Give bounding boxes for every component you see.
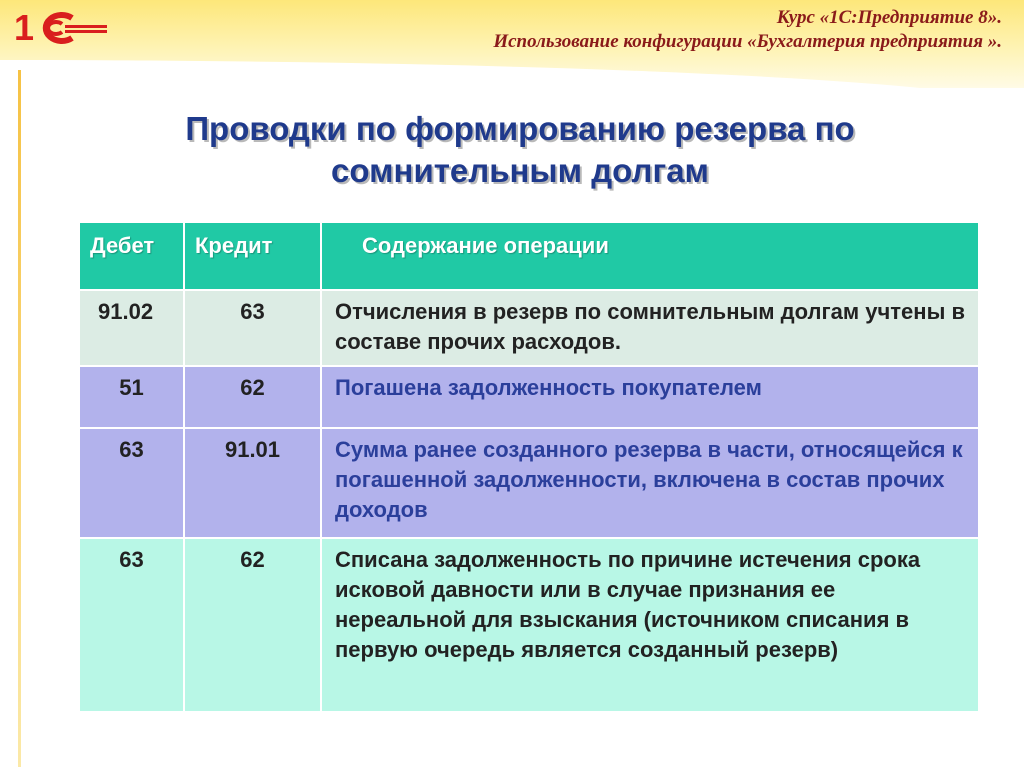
- column-header-debit: Дебет: [79, 222, 184, 290]
- 1c-logo-icon: [10, 6, 110, 48]
- debit-cell: 91.02: [79, 290, 184, 366]
- column-header-credit: Кредит: [184, 222, 321, 290]
- course-title-line: Курс «1С:Предприятие 8».: [776, 7, 1002, 28]
- table-header-row: [79, 222, 979, 290]
- debit-cell: 63: [79, 538, 184, 712]
- credit-cell: 91.01: [184, 428, 321, 538]
- configuration-subtitle-line: Использование конфигурации «Бухгалтерия предприятия ».: [493, 31, 1002, 52]
- credit-cell: 63: [184, 290, 321, 366]
- credit-cell: 62: [184, 538, 321, 712]
- description-cell: Погашена задолженность покупателем: [321, 366, 979, 428]
- page-title: Проводки по формированию резерва по сомнительным долгам: [185, 110, 855, 189]
- table-row: [79, 428, 979, 538]
- description-cell: Отчисления в резерв по сомнительным долгам учтены в составе прочих расходов.: [321, 290, 979, 366]
- description-cell: Списана задолженность по причине истечения срока исковой давности или в случае признания ее нереальной для взыскания (источником списания в первую очередь является созданный резерв): [321, 538, 979, 712]
- accounting-entries-table: [78, 221, 980, 713]
- debit-cell: 63: [79, 428, 184, 538]
- table-row: [79, 538, 979, 712]
- description-cell: Сумма ранее созданного резерва в части, относящейся к погашенной задолженности, включена в состав прочих доходов: [321, 428, 979, 538]
- table-row: [79, 366, 979, 428]
- table-row: [79, 290, 979, 366]
- debit-cell: 51: [79, 366, 184, 428]
- credit-cell: 62: [184, 366, 321, 428]
- svg-text:1: 1: [14, 7, 35, 48]
- left-accent-line: [18, 70, 21, 767]
- column-header-description: Содержание операции: [321, 222, 979, 290]
- course-header: [493, 6, 1002, 54]
